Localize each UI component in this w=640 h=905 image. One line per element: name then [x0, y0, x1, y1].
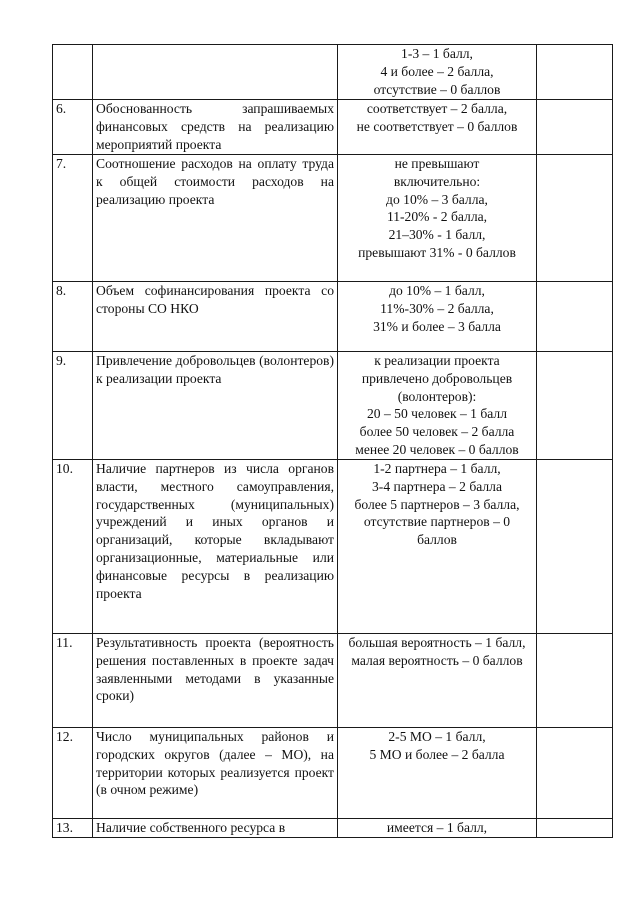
- score-line: (волонтеров):: [397, 388, 477, 404]
- score-cell: [338, 282, 537, 352]
- criterion-text: Наличие собственного ресурса в: [93, 819, 338, 838]
- row-number: 8.: [53, 282, 93, 352]
- score-cell: [338, 634, 537, 728]
- row-number: 7.: [53, 155, 93, 282]
- score-line: привлечено добровольцев: [361, 370, 513, 386]
- score-line: 11%-30% – 2 балла,: [380, 300, 494, 316]
- score-line: малая вероятность – 0 баллов: [351, 652, 523, 668]
- criteria-table: [52, 44, 613, 838]
- score-cell: [338, 155, 537, 282]
- empty-cell: [537, 282, 613, 352]
- empty-cell: [537, 728, 613, 819]
- score-line: 20 – 50 человек – 1 балл: [366, 406, 508, 422]
- empty-cell: [537, 460, 613, 634]
- score-line: имеется – 1 балл,: [386, 820, 488, 835]
- score-line: не превышают: [394, 156, 480, 171]
- score-line: до 10% – 1 балл,: [389, 283, 485, 298]
- score-cell: [338, 100, 537, 155]
- score-cell: [338, 460, 537, 634]
- score-line: 31% и более – 3 балла: [373, 318, 501, 334]
- row-number: 9.: [53, 352, 93, 460]
- score-line: более 50 человек – 2 балла: [359, 424, 515, 440]
- score-line: соответствует – 2 балла,: [366, 101, 508, 116]
- empty-cell: [537, 634, 613, 728]
- score-cell: [338, 728, 537, 819]
- score-cell: [338, 45, 537, 100]
- score-line: 11-20% - 2 балла,: [386, 209, 488, 225]
- score-line: большая вероятность – 1 балл,: [348, 635, 526, 650]
- empty-cell: [537, 100, 613, 155]
- row-number: 10.: [53, 460, 93, 634]
- table-row: [53, 460, 613, 634]
- table-row: [53, 634, 613, 728]
- score-line: отсутствие партнеров – 0: [363, 514, 511, 530]
- score-line: включительно:: [393, 173, 481, 189]
- score-line: не соответствует – 0 баллов: [356, 118, 518, 134]
- score-line: более 5 партнеров – 3 балла,: [354, 496, 520, 512]
- score-line: 4 и более – 2 балла,: [380, 63, 494, 79]
- score-line: баллов: [417, 532, 457, 548]
- row-number: 11.: [53, 634, 93, 728]
- criterion-text: [93, 45, 338, 100]
- score-line: к реализации проекта: [374, 353, 500, 368]
- criterion-text: Соотношение расходов на оплату труда к общей стоимости расходов на реализацию проекта: [93, 155, 338, 282]
- row-number: 12.: [53, 728, 93, 819]
- table-row: [53, 282, 613, 352]
- score-line: превышают 31% - 0 баллов: [358, 244, 516, 260]
- empty-cell: [537, 45, 613, 100]
- criterion-text: Объем софинансирования проекта со стороны СО НКО: [93, 282, 338, 352]
- criterion-text: Результативность проекта (вероятность решения поставленных в проекте задач заявленными методами в указанные сроки): [93, 634, 338, 728]
- score-line: менее 20 человек – 0 баллов: [355, 441, 519, 457]
- empty-cell: [537, 352, 613, 460]
- score-line: до 10% – 3 балла,: [386, 191, 488, 207]
- score-line: отсутствие – 0 баллов: [373, 81, 501, 97]
- table-row: [53, 352, 613, 460]
- table-row: [53, 728, 613, 819]
- empty-cell: [537, 155, 613, 282]
- score-line: 5 МО и более – 2 балла: [369, 746, 505, 762]
- table-row: [53, 819, 613, 838]
- score-cell: [338, 352, 537, 460]
- row-number: 13.: [53, 819, 93, 838]
- table-row: [53, 45, 613, 100]
- score-line: 2-5 МО – 1 балл,: [388, 729, 486, 744]
- criterion-text: Обоснованность запрашиваемых финансовых средств на реализацию мероприятий проекта: [93, 100, 338, 155]
- table-row: [53, 155, 613, 282]
- score-line: 21–30% - 1 балл,: [388, 227, 486, 243]
- row-number: 6.: [53, 100, 93, 155]
- score-line: 1-3 – 1 балл,: [401, 46, 473, 61]
- criterion-text: Число муниципальных районов и городских округов (далее – МО), на территории которых реализуется проект (в очном режиме): [93, 728, 338, 819]
- score-cell: [338, 819, 537, 838]
- row-number: [53, 45, 93, 100]
- score-line: 3-4 партнера – 2 балла: [372, 478, 502, 494]
- score-line: 1-2 партнера – 1 балл,: [373, 461, 501, 476]
- table-row: [53, 100, 613, 155]
- empty-cell: [537, 819, 613, 838]
- criterion-text: Наличие партнеров из числа органов власти, местного самоуправления, государственных (муниципальных) учреждений и иных органов и организаций, которые вкладывают организационные, материальные или финансовые ресурсы в реализацию проекта: [93, 460, 338, 634]
- criterion-text: Привлечение добровольцев (волонтеров) к реализации проекта: [93, 352, 338, 460]
